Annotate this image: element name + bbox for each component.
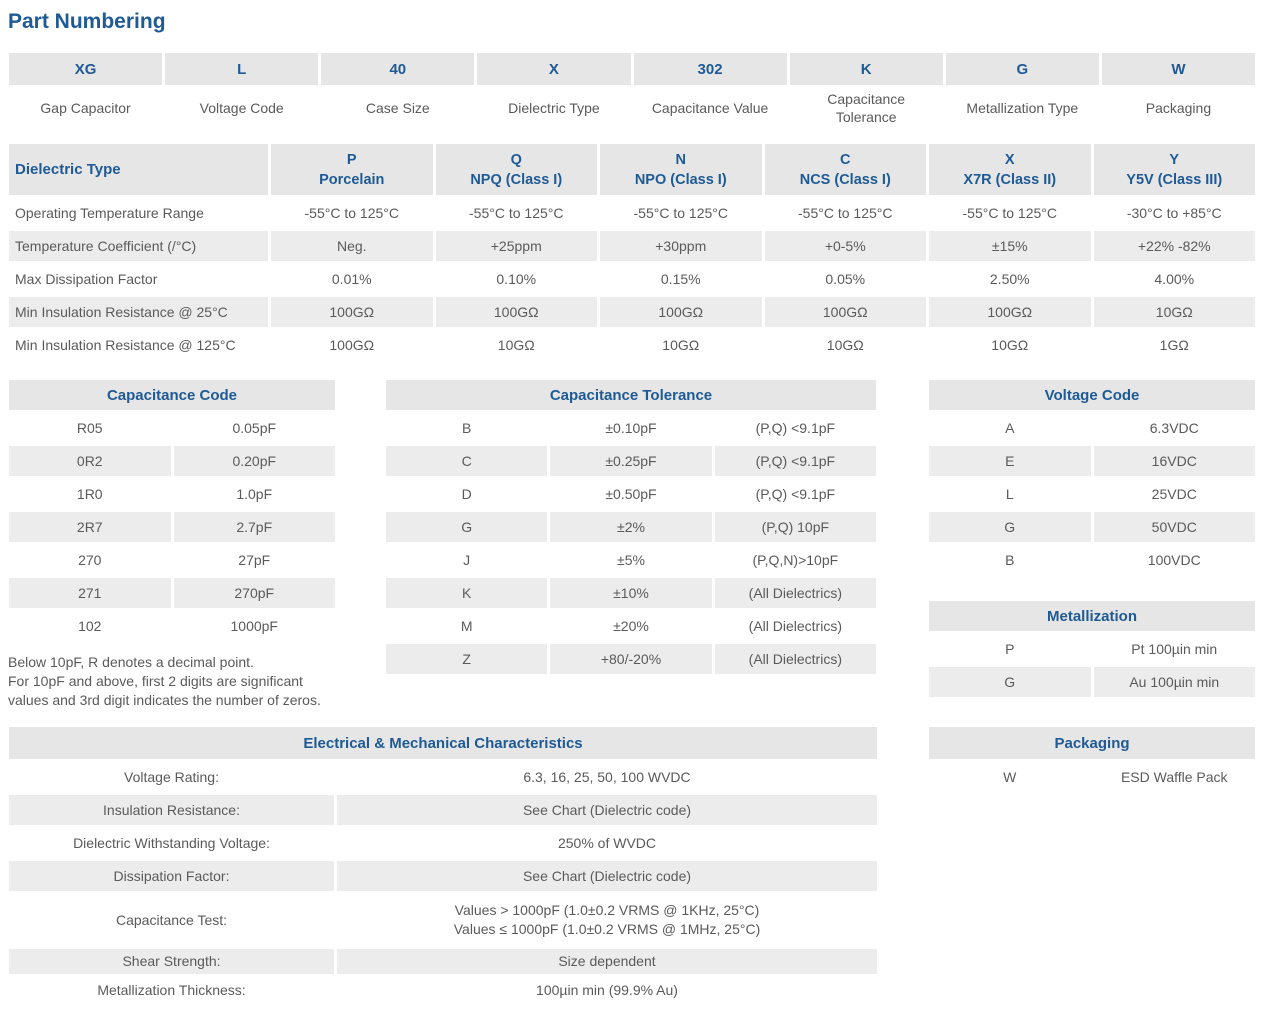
table-cell: ±15% xyxy=(928,230,1093,263)
table-row xyxy=(385,577,878,610)
part-numbering-table xyxy=(6,50,1258,131)
table-cell: 50VDC xyxy=(1092,511,1257,544)
part-label-cell: Dielectric Type xyxy=(476,87,632,130)
dielectric-column-header xyxy=(599,143,764,197)
table-cell: ±2% xyxy=(549,511,713,544)
dielectric-name: Y5V (Class III) xyxy=(1126,171,1223,188)
table-cell: 100GΩ xyxy=(928,296,1093,329)
table-cell: -55°C to 125°C xyxy=(928,197,1093,230)
table-cell: 27pF xyxy=(172,544,337,577)
table-cell: 6.3, 16, 25, 50, 100 WVDC xyxy=(336,761,879,794)
table-cell: 16VDC xyxy=(1092,445,1257,478)
table-row xyxy=(928,544,1257,577)
table-cell: 4.00% xyxy=(1092,263,1257,296)
table-cell: 10GΩ xyxy=(599,329,764,362)
table-cell: C xyxy=(385,445,549,478)
dielectric-column-header xyxy=(1092,143,1257,197)
table-cell: 1000pF xyxy=(172,610,337,643)
note-line: For 10pF and above, first 2 digits are significant xyxy=(8,673,303,689)
table-cell: (P,Q) <9.1pF xyxy=(713,445,877,478)
table-cell: B xyxy=(385,412,549,445)
part-label-row xyxy=(8,87,1257,130)
table-cell: Au 100µin min xyxy=(1092,666,1257,699)
table-title: Voltage Code xyxy=(928,379,1257,412)
table-cell: (P,Q) <9.1pF xyxy=(713,478,877,511)
dielectric-column-header xyxy=(270,143,435,197)
table-cell: E xyxy=(928,445,1093,478)
table-cell: D xyxy=(385,478,549,511)
table-row xyxy=(8,794,879,827)
table-cell: 0.01% xyxy=(270,263,435,296)
table-row xyxy=(8,827,879,860)
table-row xyxy=(8,511,337,544)
table-row xyxy=(8,577,337,610)
table-row xyxy=(8,976,879,1006)
table-cell: -55°C to 125°C xyxy=(270,197,435,230)
table-cell: ±5% xyxy=(549,544,713,577)
table-cell: +0-5% xyxy=(763,230,928,263)
row-label: Voltage Rating: xyxy=(8,761,336,794)
table-cell: 100GΩ xyxy=(599,296,764,329)
table-row xyxy=(385,478,878,511)
table-cell: Pt 100µin min xyxy=(1092,633,1257,666)
capacitance-code-note xyxy=(8,653,348,710)
dielectric-name: NPQ (Class I) xyxy=(470,171,563,188)
table-cell: 100GΩ xyxy=(270,296,435,329)
table-cell: 100GΩ xyxy=(763,296,928,329)
table-cell: 1GΩ xyxy=(1092,329,1257,362)
table-row xyxy=(8,948,879,976)
dielectric-column-header xyxy=(434,143,599,197)
table-cell: (P,Q) <9.1pF xyxy=(713,412,877,445)
table-cell: 0.05pF xyxy=(172,412,337,445)
table-row xyxy=(8,230,1257,263)
table-cell: 100GΩ xyxy=(270,329,435,362)
row-label: Metallization Thickness: xyxy=(8,976,336,1006)
dielectric-code: X xyxy=(1004,151,1015,168)
table-cell: W xyxy=(928,761,1093,794)
table-row xyxy=(8,412,337,445)
table-cell: -55°C to 125°C xyxy=(599,197,764,230)
table-row xyxy=(928,666,1257,699)
table-row xyxy=(8,893,879,948)
table-cell: R05 xyxy=(8,412,173,445)
table-row xyxy=(8,197,1257,230)
table-row xyxy=(385,511,878,544)
table-cell: 6.3VDC xyxy=(1092,412,1257,445)
table-cell: 1.0pF xyxy=(172,478,337,511)
page-title: Part Numbering xyxy=(8,10,166,33)
row-label: Min Insulation Resistance @ 125°C xyxy=(8,329,270,362)
table-cell: J xyxy=(385,544,549,577)
table-cell: ±20% xyxy=(549,610,713,643)
part-label-cell: Gap Capacitor xyxy=(8,87,164,130)
dielectric-name: NPO (Class I) xyxy=(634,171,727,188)
table-cell: 1R0 xyxy=(8,478,173,511)
table-cell: 0.05% xyxy=(763,263,928,296)
table-cell: P xyxy=(928,633,1093,666)
part-code-cell: 40 xyxy=(320,52,476,87)
table-cell: 271 xyxy=(8,577,173,610)
table-row xyxy=(8,263,1257,296)
table-row xyxy=(928,412,1257,445)
table-cell: 0R2 xyxy=(8,445,173,478)
table-cell: 270pF xyxy=(172,577,337,610)
table-cell: 102 xyxy=(8,610,173,643)
table-cell: (P,Q) 10pF xyxy=(713,511,877,544)
table-row xyxy=(8,478,337,511)
table-cell: ±0.10pF xyxy=(549,412,713,445)
dielectric-code: N xyxy=(675,151,686,168)
dielectric-header: Dielectric Type xyxy=(8,143,270,197)
row-label: Max Dissipation Factor xyxy=(8,263,270,296)
dielectric-code: Y xyxy=(1169,151,1180,168)
table-cell: 2.50% xyxy=(928,263,1093,296)
table-cell: (All Dielectrics) xyxy=(713,610,877,643)
capacitance-tolerance-table xyxy=(383,377,879,677)
row-label: Capacitance Test: xyxy=(8,893,336,948)
table-row xyxy=(8,761,879,794)
table-cell: -30°C to +85°C xyxy=(1092,197,1257,230)
dielectric-code: C xyxy=(840,151,851,168)
table-row xyxy=(385,445,878,478)
table-cell: 2.7pF xyxy=(172,511,337,544)
dielectric-header-row xyxy=(8,143,1257,197)
part-label-cell: Metallization Type xyxy=(944,87,1100,130)
part-code-cell: W xyxy=(1100,52,1256,87)
table-row xyxy=(8,544,337,577)
table-cell: 270 xyxy=(8,544,173,577)
table-row xyxy=(928,445,1257,478)
table-cell: 10GΩ xyxy=(1092,296,1257,329)
table-row xyxy=(385,643,878,676)
voltage-code-table xyxy=(926,377,1258,578)
table-row xyxy=(8,329,1257,362)
dielectric-name: X7R (Class II) xyxy=(963,171,1057,188)
table-title: Metallization xyxy=(928,600,1257,633)
table-cell: G xyxy=(385,511,549,544)
table-row xyxy=(8,445,337,478)
table-cell: Size dependent xyxy=(336,948,879,976)
table-title: Capacitance Tolerance xyxy=(385,379,878,412)
part-label-cell: Packaging xyxy=(1100,87,1256,130)
table-cell: See Chart (Dielectric code) xyxy=(336,794,879,827)
table-row xyxy=(8,296,1257,329)
part-code-cell: XG xyxy=(8,52,164,87)
dielectric-name: NCS (Class I) xyxy=(799,171,891,188)
table-title: Packaging xyxy=(928,726,1257,761)
dielectric-code: P xyxy=(346,151,357,168)
table-row xyxy=(385,412,878,445)
cell-line: Values ≤ 1000pF (1.0±0.2 VRMS @ 1MHz, 25°C) xyxy=(453,921,761,937)
cell-line: Values > 1000pF (1.0±0.2 VRMS @ 1KHz, 25°C) xyxy=(454,902,760,918)
note-line: values and 3rd digit indicates the number of zeros. xyxy=(8,692,321,708)
table-cell: +80/-20% xyxy=(549,643,713,676)
table-title: Electrical & Mechanical Characteristics xyxy=(8,726,879,761)
table-cell: (All Dielectrics) xyxy=(713,577,877,610)
table-cell: 0.20pF xyxy=(172,445,337,478)
part-code-cell: G xyxy=(944,52,1100,87)
table-row xyxy=(928,511,1257,544)
row-label: Dissipation Factor: xyxy=(8,860,336,893)
part-code-row xyxy=(8,52,1257,87)
note-line: Below 10pF, R denotes a decimal point. xyxy=(8,654,254,670)
packaging-table xyxy=(926,724,1258,795)
part-label-cell: Capacitance Value xyxy=(632,87,788,130)
table-cell: 100VDC xyxy=(1092,544,1257,577)
table-cell: ±0.25pF xyxy=(549,445,713,478)
table-row xyxy=(928,478,1257,511)
row-label: Operating Temperature Range xyxy=(8,197,270,230)
table-cell: (P,Q,N)>10pF xyxy=(713,544,877,577)
table-cell: +30ppm xyxy=(599,230,764,263)
dielectric-column-header xyxy=(763,143,928,197)
table-cell: 10GΩ xyxy=(928,329,1093,362)
table-cell: 10GΩ xyxy=(763,329,928,362)
table-cell: G xyxy=(928,511,1093,544)
table-cell: Z xyxy=(385,643,549,676)
row-label: Dielectric Withstanding Voltage: xyxy=(8,827,336,860)
table-cell: B xyxy=(928,544,1093,577)
row-label: Temperature Coefficient (/°C) xyxy=(8,230,270,263)
table-cell: -55°C to 125°C xyxy=(763,197,928,230)
table-cell: -55°C to 125°C xyxy=(434,197,599,230)
table-cell: 2R7 xyxy=(8,511,173,544)
table-cell: 0.15% xyxy=(599,263,764,296)
table-cell: 100GΩ xyxy=(434,296,599,329)
row-label: Min Insulation Resistance @ 25°C xyxy=(8,296,270,329)
part-label-cell: Case Size xyxy=(320,87,476,130)
table-cell: 0.10% xyxy=(434,263,599,296)
table-row xyxy=(928,633,1257,666)
table-cell: +22% -82% xyxy=(1092,230,1257,263)
metallization-table xyxy=(926,598,1258,700)
table-row xyxy=(928,761,1257,794)
part-label-cell: Capacitance Tolerance xyxy=(788,87,944,130)
part-code-cell: L xyxy=(164,52,320,87)
dielectric-name: Porcelain xyxy=(319,171,385,188)
row-label: Shear Strength: xyxy=(8,948,336,976)
table-cell: ESD Waffle Pack xyxy=(1092,761,1257,794)
table-row xyxy=(8,860,879,893)
table-cell: K xyxy=(385,577,549,610)
table-cell: ±0.50pF xyxy=(549,478,713,511)
table-cell: Neg. xyxy=(270,230,435,263)
table-row xyxy=(8,610,337,643)
capacitance-code-table xyxy=(6,377,338,644)
dielectric-table xyxy=(6,141,1258,363)
part-label-cell: Voltage Code xyxy=(164,87,320,130)
table-cell: ±10% xyxy=(549,577,713,610)
table-cell: A xyxy=(928,412,1093,445)
part-code-cell: K xyxy=(788,52,944,87)
row-label: Insulation Resistance: xyxy=(8,794,336,827)
table-row xyxy=(385,610,878,643)
table-cell: +25ppm xyxy=(434,230,599,263)
table-cell: G xyxy=(928,666,1093,699)
dielectric-column-header xyxy=(928,143,1093,197)
electrical-mechanical-table xyxy=(6,724,880,1007)
table-row xyxy=(385,544,878,577)
table-cell: M xyxy=(385,610,549,643)
table-cell: 250% of WVDC xyxy=(336,827,879,860)
table-cell xyxy=(336,893,879,948)
table-cell: See Chart (Dielectric code) xyxy=(336,860,879,893)
dielectric-code: Q xyxy=(510,151,522,168)
table-title: Capacitance Code xyxy=(8,379,337,412)
part-code-cell: 302 xyxy=(632,52,788,87)
table-cell: 10GΩ xyxy=(434,329,599,362)
table-cell: (All Dielectrics) xyxy=(713,643,877,676)
table-cell: L xyxy=(928,478,1093,511)
table-cell: 100µin min (99.9% Au) xyxy=(336,976,879,1006)
part-code-cell: X xyxy=(476,52,632,87)
table-cell: 25VDC xyxy=(1092,478,1257,511)
